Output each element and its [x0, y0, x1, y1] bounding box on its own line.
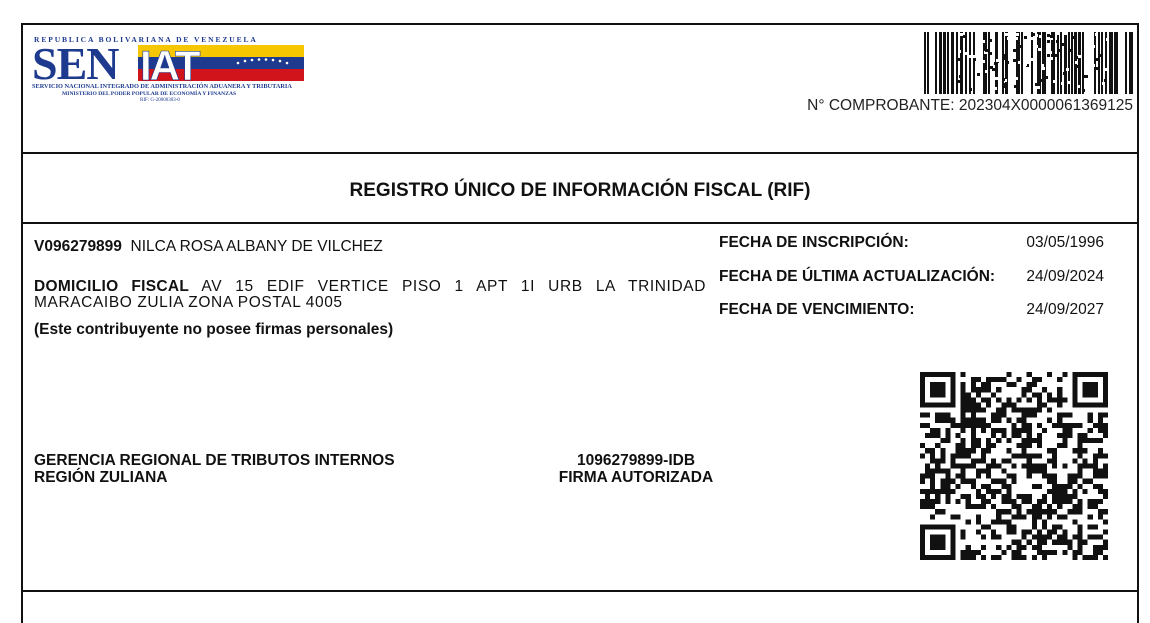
gerencia-line-1: GERENCIA REGIONAL DE TRIBUTOS INTERNOS: [34, 452, 395, 469]
gerencia-block: [34, 453, 395, 486]
fecha-inscripcion-value: 03/05/1996: [1026, 234, 1104, 251]
comprobante-number: N° COMPROBANTE: 202304X0000061369125: [807, 97, 1133, 114]
seniat-logo-mark: [32, 43, 304, 83]
logo-line-3: RIF: G-20000303-0: [140, 98, 180, 103]
logo-line-1: SERVICIO NACIONAL INTEGRADO DE ADMINISTRACIÓN ADUANERA Y TRIBUTARIA: [32, 83, 292, 90]
gerencia-line-2: REGIÓN ZULIANA: [34, 468, 168, 486]
domicilio-fiscal: [34, 279, 706, 311]
rif-number: V096279899: [34, 238, 122, 255]
barcode-image: [924, 32, 1134, 94]
logo-brand-left: SEN: [32, 43, 119, 83]
taxpayer-name: NILCA ROSA ALBANY DE VILCHEZ: [130, 238, 383, 255]
firma-code: 1096279899-IDB: [576, 452, 696, 469]
header-divider: [21, 152, 1139, 154]
qr-code-image: [920, 372, 1108, 560]
logo-brand-right: IAT: [140, 43, 199, 83]
firma-label: FIRMA AUTORIZADA: [558, 468, 714, 486]
taxpayer-line: [34, 238, 383, 256]
logo-line-2: MINISTERIO DEL PODER POPULAR DE ECONOMÍA Y FINANZAS: [62, 91, 237, 97]
footer-divider: [21, 590, 1139, 592]
title-divider: [21, 222, 1139, 224]
fecha-actualizacion-value: 24/09/2024: [1026, 268, 1104, 285]
firma-block: [520, 453, 752, 486]
document-title: REGISTRO ÚNICO DE INFORMACIÓN FISCAL (RIF): [349, 180, 811, 201]
domicilio-address: AV 15 EDIF VERTICE PISO 1 APT 1I URB LA TRINIDAD MARACAIBO ZULIA ZONA POSTAL 4005: [34, 278, 706, 311]
firmas-note: (Este contribuyente no posee firmas personales): [34, 321, 394, 338]
logo-country-line: REPUBLICA BOLIVARIANA DE VENEZUELA: [34, 35, 258, 44]
fecha-vencimiento-value: 24/09/2027: [1026, 301, 1104, 318]
seniat-logo: [32, 35, 312, 115]
fecha-vencimiento-label: FECHA DE VENCIMIENTO:: [719, 301, 915, 318]
fecha-actualizacion-label: FECHA DE ÚLTIMA ACTUALIZACIÓN:: [719, 268, 996, 285]
domicilio-label: DOMICILIO FISCAL: [34, 278, 190, 295]
fecha-inscripcion-label: FECHA DE INSCRIPCIÓN:: [719, 234, 909, 251]
